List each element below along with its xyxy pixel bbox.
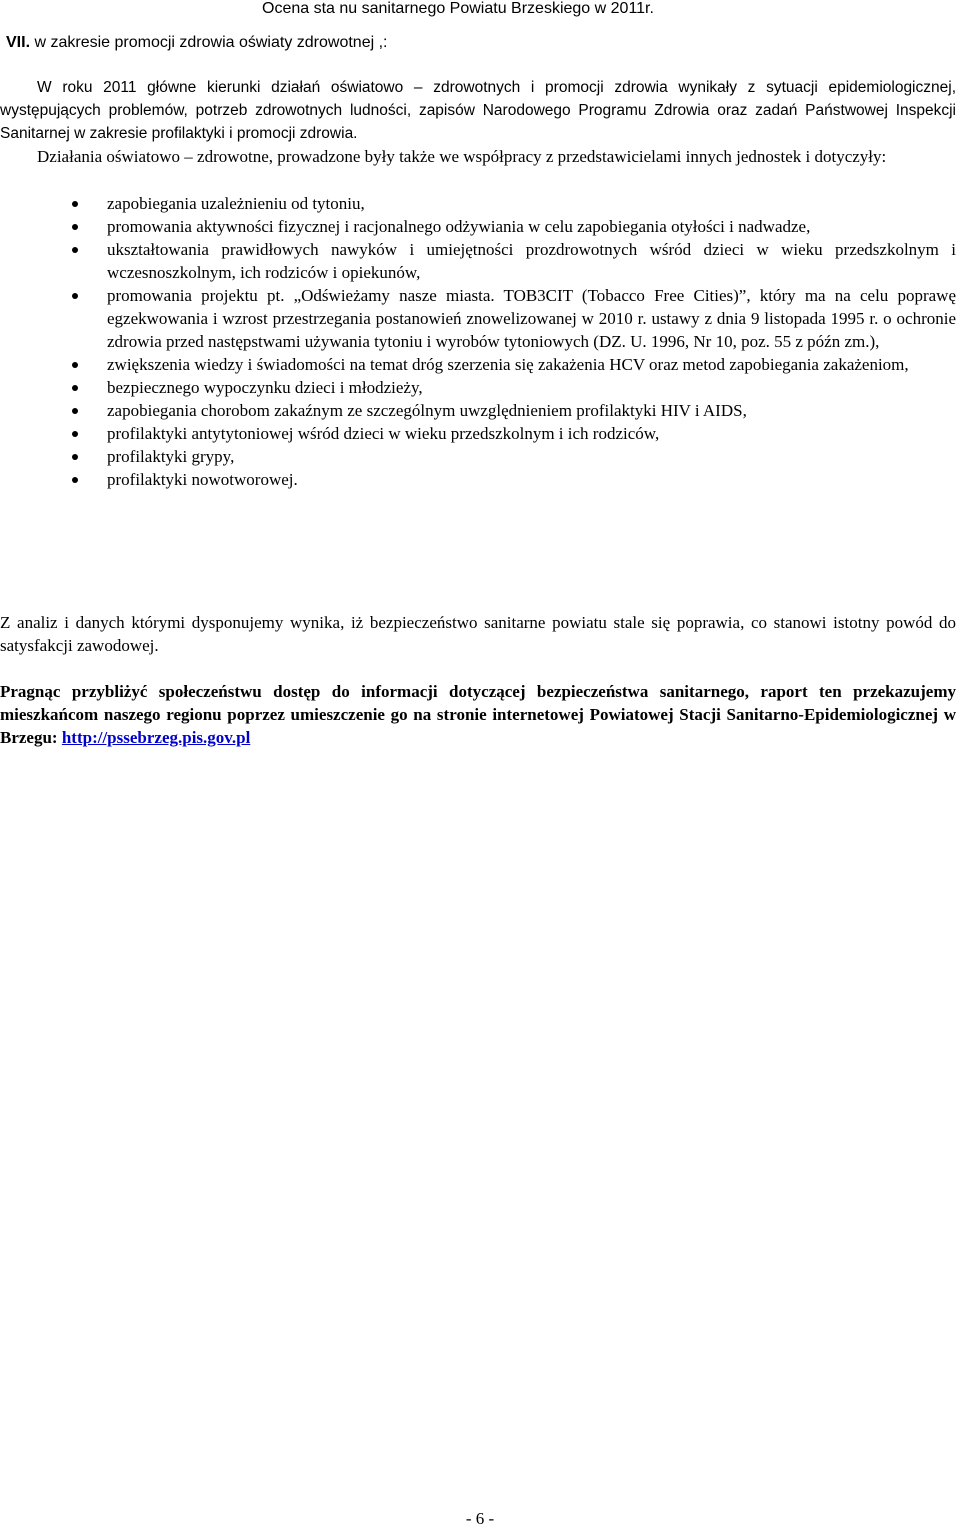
page-number: - 6 -	[465, 1509, 495, 1528]
bullet-icon	[72, 408, 78, 414]
list-item-text: bezpiecznego wypoczynku dzieci i młodzieży,	[107, 378, 423, 397]
list-item	[0, 238, 956, 284]
activities-list	[0, 192, 956, 491]
bullet-icon	[72, 293, 78, 299]
bullet-icon	[72, 454, 78, 460]
list-item-text: ukształtowania prawidłowych nawyków i umiejętności prozdrowotnych wśród dzieci w wieku przedszkolnym i wczesnoszkolnym, ich rodziców i opiekunów,	[107, 240, 956, 282]
bullet-icon	[72, 201, 78, 207]
list-item-text: profilaktyki antytytoniowej wśród dzieci w wieku przedszkolnym i ich rodziców,	[107, 424, 660, 443]
list-item-text: zapobiegania chorobom zakaźnym ze szczególnym uwzględnieniem profilaktyki HIV i AIDS,	[107, 401, 747, 420]
final-paragraph	[0, 680, 956, 749]
list-item	[0, 468, 956, 491]
list-item-text: profilaktyki grypy,	[107, 447, 235, 466]
website-link[interactable]: http://pssebrzeg.pis.gov.pl	[61, 728, 251, 747]
list-item	[0, 422, 956, 445]
list-item	[0, 445, 956, 468]
bullet-icon	[72, 385, 78, 391]
conclusion-paragraph: Z analiz i danych którymi dysponujemy wynika, iż bezpieczeństwo sanitarne powiatu stale się poprawia, co stanowi istotny powód do satysfakcji zawodowej.	[0, 613, 956, 655]
bullet-icon	[72, 224, 78, 230]
bullet-icon	[72, 431, 78, 437]
list-item-text: profilaktyki nowotworowej.	[107, 470, 298, 489]
list-item-text: promowania projektu pt. „Odświeżamy nasze miasta. TOB3CIT (Tobacco Free Cities)”, który ma na celu poprawę egzekwowania i wzrost przestrzegania postanowień znowelizowanej w 2010 r. ustawy z dnia 9 listopada 1995 r. o ochronie zdrowia przed następstwami używania tytoniu i wyrobów tytoniowych (DZ. U. 1996, Nr 10, poz. 55 z późn zm.),	[107, 286, 956, 351]
running-header: Ocena sta nu sanitarnego Powiatu Brzeskiego w 2011r.	[262, 0, 654, 17]
list-item-text: zwiększenia wiedzy i świadomości na temat dróg szerzenia się zakażenia HCV oraz metod zapobiegania zakażeniom,	[107, 355, 909, 374]
list-item	[0, 376, 956, 399]
list-item	[0, 353, 956, 376]
bullet-icon	[72, 362, 78, 368]
bullet-icon	[72, 477, 78, 483]
intro-paragraph: W roku 2011 główne kierunki działań oświatowo – zdrowotnych i promocji zdrowia wynikały z sytuacji epidemiologicznej, występujących problemów, potrzeb zdrowotnych ludności, zapisów Narodowego Programu Zdrowia oraz zadań Państwowej Inspekcji Sanitarnej w zakresie profilaktyki i promocji zdrowia.	[0, 79, 956, 142]
activities-paragraph: Działania oświatowo – zdrowotne, prowadzone były także we współpracy z przedstawicielami innych jednostek i dotyczyły:	[37, 147, 887, 166]
list-item	[0, 284, 956, 353]
list-item-text: promowania aktywności fizycznej i racjonalnego odżywiania w celu zapobiegania otyłości i nadwadze,	[107, 217, 811, 236]
section-title: w zakresie promocji zdrowia oświaty zdrowotnej ,:	[30, 34, 388, 51]
section-number: VII.	[6, 34, 31, 51]
list-item	[0, 192, 956, 215]
list-item-text: zapobiegania uzależnieniu od tytoniu,	[107, 194, 365, 213]
final-paragraph-text: Pragnąc przybliżyć społeczeństwu dostęp do informacji dotyczącej bezpieczeństwa sanitarnego, raport ten przekazujemy mieszkańcom naszego regionu poprzez umieszczenie go na stronie internetowej Powiatowej Stacji Sanitarno-Epidemiologicznej w Brzegu:	[0, 682, 956, 747]
section-heading	[6, 33, 387, 53]
list-item	[0, 399, 956, 422]
bullet-icon	[72, 247, 78, 253]
list-item	[0, 215, 956, 238]
